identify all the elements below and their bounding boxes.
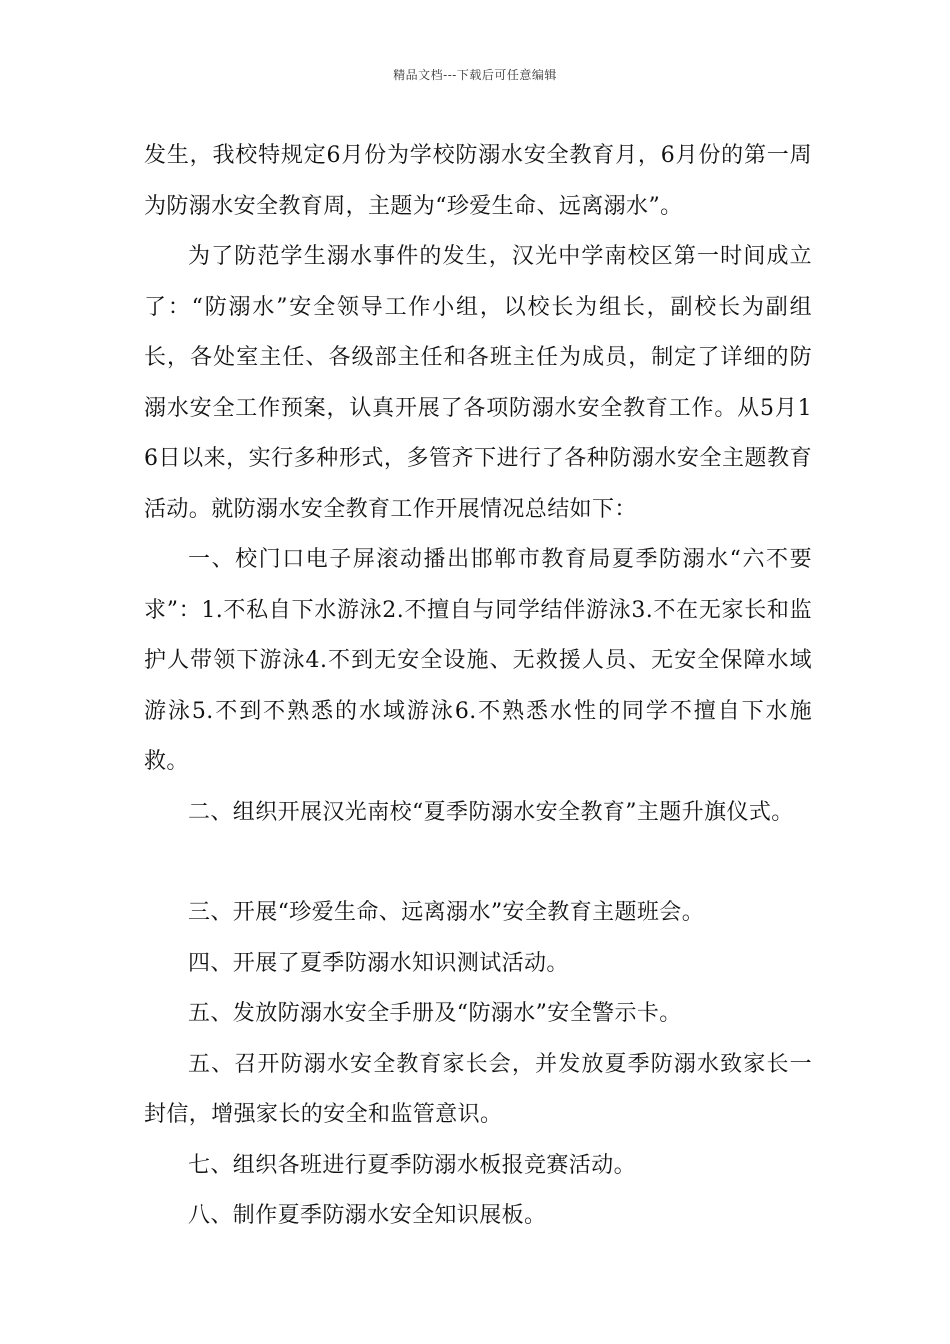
paragraph-continuation: 发生，我校特规定6月份为学校防溺水安全教育月，6月份的第一周为防溺水安全教育周，主题为“珍爱生命、远离溺水”。 — [144, 143, 812, 219]
paragraph-item-1: 一、校门口电子屏滚动播出邯郸市教育局夏季防溺水“六不要求”：1.不私自下水游泳2.不擅自与同学结伴游泳3.不在无家长和监护人带领下游泳4.不到无安全设施、无救援人员、无安全保障水域游泳5.不到不熟悉的水域游泳6.不熟悉水性的同学不擅自下水施救。 — [144, 547, 812, 774]
paragraph-item-4: 四、开展了夏季防溺水知识测试活动。 — [188, 950, 569, 976]
paragraph-intro: 为了防范学生溺水事件的发生，汉光中学南校区第一时间成立了：“防溺水”安全领导工作小组，以校长为组长，副校长为副组长，各处室主任、各级部主任和各班主任为成员，制定了详细的防溺水安全工作预案，认真开展了各项防溺水安全教育工作。从5月16日以来，实行多种形式，多管齐下进行了各种防溺水安全主题教育活动。就防溺水安全教育工作开展情况总结如下： — [144, 244, 812, 522]
paragraph-item-5: 五、发放防溺水安全手册及“防溺水”安全警示卡。 — [188, 1001, 682, 1026]
blank-line — [144, 838, 812, 888]
paragraph-item-8: 八、制作夏季防溺水安全知识展板。 — [188, 1203, 547, 1228]
paragraph-item-5b: 五、召开防溺水安全教育家长会，并发放夏季防溺水致家长一封信，增强家长的安全和监管意识。 — [144, 1051, 812, 1127]
paragraph-item-7: 七、组织各班进行夏季防溺水板报竞赛活动。 — [188, 1152, 637, 1178]
document-body — [144, 131, 812, 1242]
paragraph-item-3: 三、开展“珍爱生命、远离溺水”安全教育主题班会。 — [188, 900, 705, 925]
page-header: 精品文档---下载后可任意编辑 — [393, 68, 557, 82]
paragraph-item-2: 二、组织开展汉光南校“夏季防溺水安全教育”主题升旗仪式。 — [188, 799, 794, 825]
